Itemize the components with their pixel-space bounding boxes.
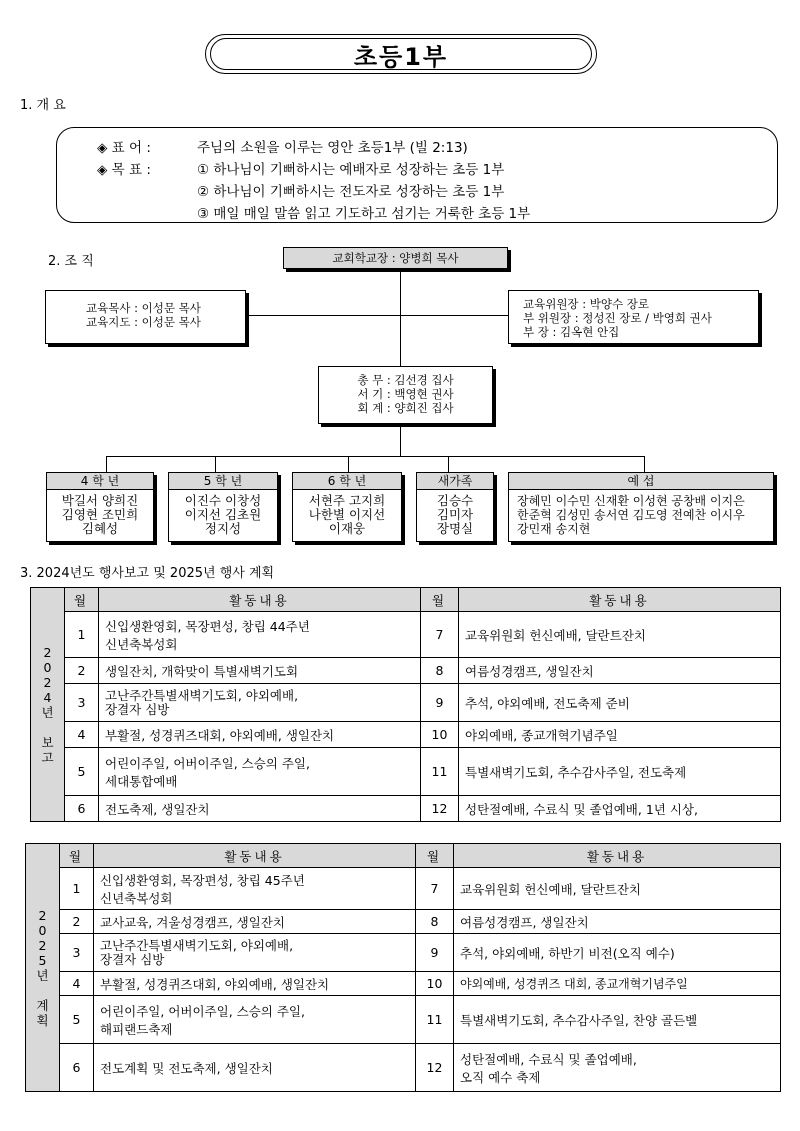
connector-horizontal-mid <box>246 315 508 316</box>
group-title: 4 학 년 <box>47 473 153 490</box>
col-content: 활동내용 <box>99 588 421 612</box>
group-names-line: 김미자 <box>436 507 474 522</box>
col-month: 월 <box>421 588 459 612</box>
connector-drop-3 <box>348 456 349 472</box>
connector-drop-5 <box>644 456 645 472</box>
officer-line-2: 서 기 : 백영현 권사 <box>357 387 454 401</box>
group-names-line: 강민재 송지현 <box>517 522 591 536</box>
group-names-line: 한준혁 김성민 송서연 김도영 전예찬 이시우 <box>517 508 745 522</box>
connector-vertical-top <box>400 270 401 366</box>
connector-vertical-bottom <box>400 424 401 456</box>
committee-line-2: 부 위원장 : 정성진 장로 / 박영희 권사 <box>523 311 712 325</box>
col-content: 활동내용 <box>459 588 781 612</box>
group-names-line: 장명실 <box>436 521 474 536</box>
connector-drop-4 <box>448 456 449 472</box>
committee-line-3: 부 장 : 김옥현 안집 <box>523 325 620 339</box>
group-names-line: 서현주 고지희 <box>308 493 386 508</box>
plan-2025-table <box>25 843 781 1092</box>
group-grade4 <box>46 472 154 542</box>
group-names-line: 김영현 조민희 <box>61 507 139 522</box>
table-row: 3 고난주간특별새벽기도회, 야외예배, 장결자 심방 9 추석, 야외예배, 하반기 비전(오직 예수) <box>26 934 781 972</box>
group-yesub <box>508 472 774 542</box>
group-grade6 <box>292 472 402 542</box>
table-row: 4 부활절, 성경퀴즈대회, 야외예배, 생일잔치 10 야외예배, 종교개혁기념주일 <box>31 722 781 748</box>
committee-box <box>508 290 759 344</box>
col-month: 월 <box>65 588 99 612</box>
section1-heading: 1. 개 요 <box>20 98 66 113</box>
title-banner <box>205 34 597 74</box>
col-month: 월 <box>416 844 454 868</box>
education-box <box>45 290 246 344</box>
goal-1: ① 하나님이 기뻐하시는 예배자로 성장하는 초등 1부 <box>197 162 505 178</box>
group-names-line: 김혜성 <box>81 521 119 536</box>
motto-label: ◈ 표 어 : <box>97 140 151 156</box>
col-content: 활동내용 <box>94 844 416 868</box>
table-row: 1 신입생환영회, 목장편성, 창립 45주년 신년축복성회 7 교육위원회 헌신예배, 달란트잔치 <box>26 868 781 910</box>
connector-drop-2 <box>215 456 216 472</box>
goal-3: ③ 매일 매일 말씀 읽고 기도하고 섬기는 거룩한 초등 1부 <box>197 206 531 222</box>
table-row: 2 생일잔치, 개학맞이 특별새벽기도회 8 여름성경캠프, 생일잔치 <box>31 658 781 684</box>
group-names-line: 이재웅 <box>328 521 366 536</box>
group-names-line: 장혜민 이수민 신재환 이성현 공창배 이지은 <box>517 494 745 508</box>
education-line-1: 교육목사 : 이성문 목사 <box>86 301 201 315</box>
table-row: 4 부활절, 성경퀴즈대회, 야외예배, 생일잔치 10 야외예배, 성경퀴즈 대회, 종교개혁기념주일 <box>26 972 781 996</box>
table-row: 6 전도축제, 생일잔치 12 성탄절예배, 수료식 및 졸업예배, 1년 시상, <box>31 796 781 822</box>
group-names-line: 이지선 김초원 <box>184 507 262 522</box>
group-title: 예 섭 <box>509 473 773 490</box>
overview-box <box>56 127 778 223</box>
group-title: 6 학 년 <box>293 473 401 490</box>
org-head-box <box>283 247 508 269</box>
group-names-line: 정지성 <box>204 521 242 536</box>
table-row: 3 고난주간특별새벽기도회, 야외예배, 장결자 심방 9 추석, 야외예배, 전도축제 준비 <box>31 684 781 722</box>
group-grade5 <box>168 472 278 542</box>
group-newfamily <box>416 472 494 542</box>
col-month: 월 <box>60 844 94 868</box>
table-row: 6 전도계획 및 전도축제, 생일잔치 12 성탄절예배, 수료식 및 졸업예배, 오직 예수 축제 <box>26 1044 781 1092</box>
committee-line-1: 교육위원장 : 박양수 장로 <box>523 297 649 311</box>
report-2024-table <box>30 587 781 822</box>
connector-horizontal-bottom <box>106 456 644 457</box>
goal-2: ② 하나님이 기뻐하시는 전도자로 성장하는 초등 1부 <box>197 184 505 200</box>
table-row: 1 신입생환영회, 목장편성, 창립 44주년 신년축복성회 7 교육위원회 헌신예배, 달란트잔치 <box>31 612 781 658</box>
group-names-line: 나한별 이지선 <box>308 507 386 522</box>
table-row: 2 교사교육, 겨울성경캠프, 생일잔치 8 여름성경캠프, 생일잔치 <box>26 910 781 934</box>
group-title: 새가족 <box>417 473 493 490</box>
connector-drop-1 <box>106 456 107 472</box>
section2-heading: 2. 조 직 <box>48 254 94 269</box>
group-names-line: 김승수 <box>436 493 474 508</box>
page-title: 초등1부 <box>353 42 449 71</box>
education-line-2: 교육지도 : 이성문 목사 <box>86 315 201 329</box>
officer-line-3: 회 계 : 양희진 집사 <box>357 401 454 415</box>
motto-text: 주님의 소원을 이루는 영안 초등1부 (빌 2:13) <box>197 140 468 156</box>
col-content: 활동내용 <box>454 844 781 868</box>
table-row: 5 어린이주일, 어버이주일, 스승의 주일, 세대통합예배 11 특별새벽기도회, 추수감사주일, 전도축제 <box>31 748 781 796</box>
plan-2025-side-label: 2 0 2 5 년 계 획 <box>26 844 60 1092</box>
table-row: 5 어린이주일, 어버이주일, 스승의 주일, 해피랜드축제 11 특별새벽기도회, 추수감사주일, 찬양 골든벨 <box>26 996 781 1044</box>
report-2024-side-label: 2 0 2 4 년 보 고 <box>31 588 65 822</box>
group-names-line: 이진수 이창성 <box>184 493 262 508</box>
section3-heading: 3. 2024년도 행사보고 및 2025년 행사 계획 <box>20 566 275 581</box>
group-title: 5 학 년 <box>169 473 277 490</box>
officer-line-1: 총 무 : 김선경 집사 <box>357 373 454 387</box>
officers-box <box>318 366 493 424</box>
org-head: 교회학교장 : 양병희 목사 <box>332 251 459 265</box>
group-names-line: 박길서 양희진 <box>61 493 139 508</box>
goal-label: ◈ 목 표 : <box>97 162 151 178</box>
